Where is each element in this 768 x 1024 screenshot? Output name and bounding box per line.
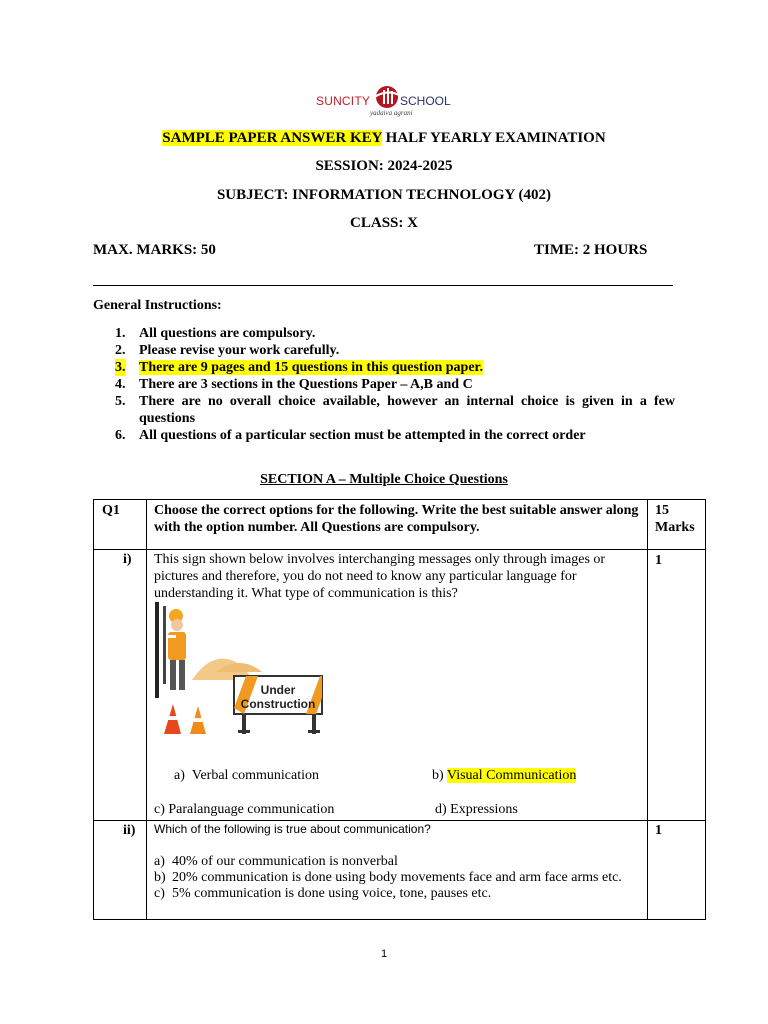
- under-construction-illustration: [154, 602, 326, 736]
- question-ii-marks: 1: [655, 823, 662, 838]
- paper-title-highlight: SAMPLE PAPER ANSWER KEY: [162, 130, 382, 146]
- class-line: CLASS: X: [350, 215, 418, 231]
- question-ii-text: Which of the following is true about communication?: [154, 822, 431, 836]
- question-i-marks: 1: [655, 553, 662, 568]
- column-divider: [146, 500, 147, 919]
- logo-emblem-icon: [370, 84, 404, 110]
- sign-text-under: Under: [260, 683, 296, 697]
- instruction-item: 4. There are 3 sections in the Questions Paper – A,B and C: [115, 377, 473, 392]
- time-allowed: TIME: 2 HOURS: [534, 242, 648, 258]
- question-i-text: This sign shown below involves interchanging messages only through images or pictures and therefore, you do not need to know any particular language for understanding it. What type of communication is this?: [154, 552, 606, 601]
- logo-tagline: yadaiva agrani: [370, 109, 413, 117]
- school-logo: [312, 84, 458, 120]
- option-b: b) Visual Communication: [432, 768, 577, 783]
- option-d: d) Expressions: [435, 802, 518, 817]
- logo-brand-right: SCHOOL: [400, 94, 451, 108]
- instruction-item: 2. Please revise your work carefully.: [115, 343, 340, 358]
- instruction-item: 5. There are no overall choice available, however an internal choice is given in a few questions: [115, 394, 675, 426]
- q1-marks-unit: Marks: [655, 520, 695, 535]
- list-item: b) 20% communication is done using body movements face and arm face arms etc.: [154, 870, 622, 885]
- question-ii-options: [154, 854, 624, 902]
- header-divider: [93, 285, 673, 286]
- instructions-heading: General Instructions:: [93, 298, 222, 313]
- instruction-item: 3. There are 9 pages and 15 questions in this question paper.: [115, 360, 483, 375]
- subject-line: SUBJECT: INFORMATION TECHNOLOGY (402): [216, 187, 552, 203]
- q1-instruction: Choose the correct options for the following. Write the best suitable answer along with the option number. All Questions are compulsory.: [154, 503, 639, 535]
- list-item: a) 40% of our communication is nonverbal: [154, 854, 398, 869]
- paper-title-rest: HALF YEARLY EXAMINATION: [381, 130, 606, 146]
- logo-brand-left: SUNCITY: [316, 94, 371, 108]
- instruction-item: 6. All questions of a particular section must be attempted in the correct order: [115, 428, 586, 443]
- session-line: SESSION: 2024-2025: [315, 158, 453, 174]
- column-divider: [647, 500, 648, 919]
- max-marks: MAX. MARKS: 50: [93, 242, 216, 258]
- instructions-list: [93, 325, 675, 444]
- question-i-label: i): [123, 552, 132, 567]
- option-a: a) Verbal communication: [174, 768, 320, 783]
- q1-marks-value: 15: [655, 503, 669, 518]
- page-number: 1: [380, 948, 388, 960]
- sign-text-construction: Construction: [240, 697, 316, 711]
- q1-label: Q1: [102, 503, 120, 518]
- list-item: c) 5% communication is done using voice, tone, pauses etc.: [154, 886, 492, 901]
- instruction-item: 1. All questions are compulsory.: [115, 326, 316, 341]
- row-divider: [94, 549, 705, 550]
- section-a-title: SECTION A – Multiple Choice Questions: [260, 472, 508, 487]
- correct-answer-highlight: Visual Communication: [446, 768, 577, 783]
- option-c: c) Paralanguage communication: [154, 802, 335, 817]
- question-ii-label: ii): [123, 823, 136, 838]
- question-table: [93, 499, 706, 920]
- paper-title: [0, 130, 768, 147]
